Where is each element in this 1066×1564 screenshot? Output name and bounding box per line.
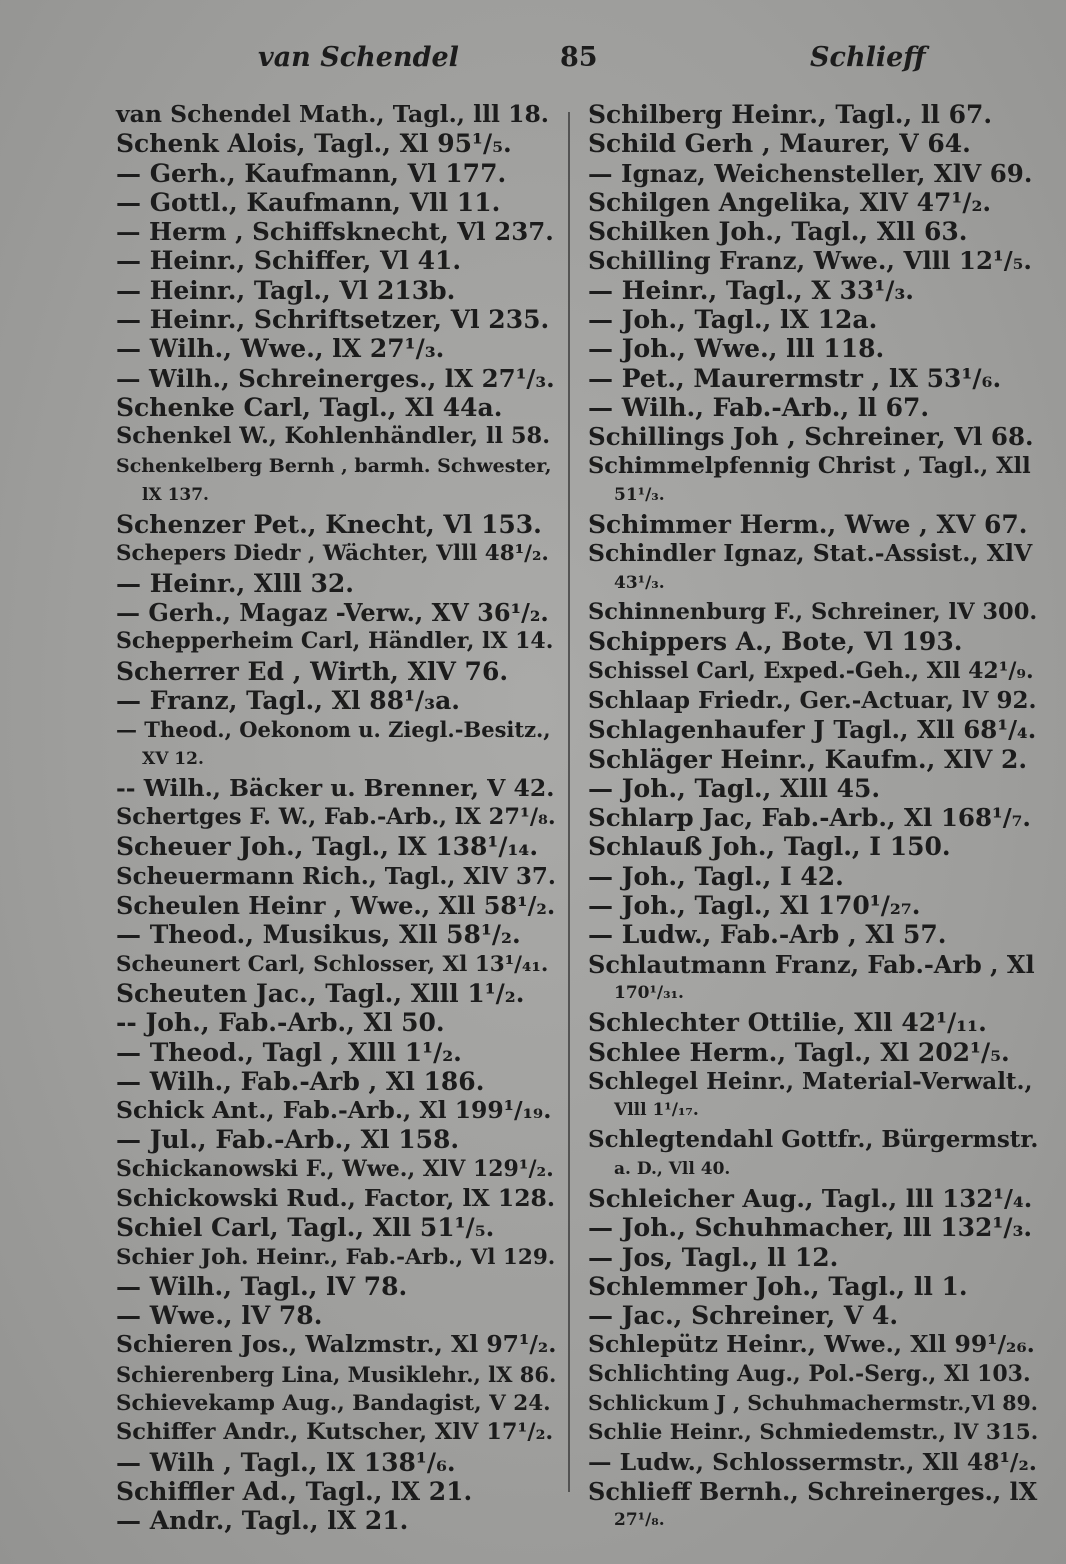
directory-entry: — Heinr., Xlll 32.	[116, 568, 354, 598]
directory-entry: — Herm , Schiffsknecht, Vl 237.	[116, 217, 554, 247]
directory-entry: — Heinr., Schiffer, Vl 41.	[116, 246, 462, 276]
directory-entry: — Wilh., Wwe., lX 27¹/₃.	[116, 334, 445, 364]
directory-entry: Schlepütz Heinr., Wwe., Xll 99¹/₂₆.	[588, 1330, 1035, 1359]
directory-entry: Schippers A., Bote, Vl 193.	[588, 627, 963, 657]
directory-entry: Schenk Alois, Tagl., Xl 95¹/₅.	[116, 129, 512, 159]
directory-entry: Schlautmann Franz, Fab.-Arb , Xl	[588, 949, 1035, 979]
left-column	[116, 100, 556, 1536]
directory-entry: Schindler Ignaz, Stat.-Assist., XlV	[588, 539, 1033, 568]
directory-entry: Schepperheim Carl, Händler, lX 14.	[116, 628, 554, 655]
column-divider	[568, 112, 570, 1492]
directory-entry: — Wilh., Schreinerges., lX 27¹/₃.	[116, 363, 555, 393]
directory-entry: — Jac., Schreiner, V 4.	[588, 1301, 899, 1331]
directory-entry: Schilken Joh., Tagl., Xll 63.	[588, 217, 968, 247]
directory-entry-continuation: lX 137.	[142, 484, 209, 505]
directory-entry: Schlickum J , Schuhmachermstr.,Vl 89.	[588, 1391, 1038, 1416]
directory-entry: Schillings Joh , Schreiner, Vl 68.	[588, 422, 1034, 452]
directory-entry-continuation: 51¹/₃.	[614, 484, 665, 505]
directory-entry: Schilgen Angelika, XlV 47¹/₂.	[588, 187, 992, 217]
directory-entry: Schievekamp Aug., Bandagist, V 24.	[116, 1391, 551, 1417]
directory-entry: Schilberg Heinr., Tagl., ll 67.	[588, 100, 993, 129]
directory-entry: Schilling Franz, Wwe., Vlll 12¹/₅.	[588, 246, 1032, 276]
directory-entry: -- Wilh., Bäcker u. Brenner, V 42.	[116, 773, 555, 802]
directory-entry: Scheunert Carl, Schlosser, Xl 13¹/₄₁.	[116, 951, 549, 977]
directory-entry: Scherrer Ed , Wirth, XlV 76.	[116, 656, 509, 686]
directory-entry: — Jul., Fab.-Arb., Xl 158.	[116, 1125, 460, 1155]
directory-entry: Schissel Carl, Exped.-Geh., Xll 42¹/₉.	[588, 657, 1034, 684]
directory-entry-continuation: 27¹/₈.	[614, 1510, 665, 1531]
directory-entry: Schiel Carl, Tagl., Xll 51¹/₅.	[116, 1213, 495, 1243]
directory-entry: Schlichting Aug., Pol.-Serg., Xl 103.	[588, 1360, 1031, 1387]
directory-entry: — Andr., Tagl., lX 21.	[116, 1506, 409, 1536]
page-number: 85	[560, 42, 598, 73]
directory-entry: Schild Gerh , Maurer, V 64.	[588, 129, 971, 159]
directory-entry: — Heinr., Tagl., Vl 213b.	[116, 275, 456, 305]
header-left-catchword: van Schendel	[258, 42, 459, 73]
directory-entry: — Theod., Tagl , Xlll 1¹/₂.	[116, 1037, 462, 1067]
directory-entry: Schiffer Andr., Kutscher, XlV 17¹/₂.	[116, 1419, 554, 1446]
directory-entry: Schenkelberg Bernh , barmh. Schwester,	[116, 454, 552, 477]
directory-entry: Schickowski Rud., Factor, lX 128.	[116, 1183, 556, 1212]
directory-entry-continuation: 170¹/₃₁.	[614, 982, 684, 1003]
directory-entry: Scheuer Joh., Tagl., lX 138¹/₁₄.	[116, 832, 539, 862]
directory-entry: — Ludw., Schlossermstr., Xll 48¹/₂.	[588, 1447, 1037, 1476]
directory-entry-continuation: a. D., Vll 40.	[614, 1158, 731, 1179]
directory-entry: — Joh., Wwe., lll 118.	[588, 334, 885, 364]
directory-entry: Schlaap Friedr., Ger.-Actuar, lV 92.	[588, 686, 1037, 714]
directory-entry: — Wilh., Fab.-Arb , Xl 186.	[116, 1066, 485, 1096]
directory-entry: Scheulen Heinr , Wwe., Xll 58¹/₂.	[116, 891, 556, 921]
directory-entry: — Joh., Tagl., Xl 170¹/₂₇.	[588, 891, 921, 921]
page-header	[0, 38, 1066, 78]
directory-entry: — Wilh., Fab.-Arb., ll 67.	[588, 392, 930, 422]
directory-entry: Schlauß Joh., Tagl., I 150.	[588, 832, 951, 862]
directory-entry: Schierenberg Lina, Musiklehr., lX 86.	[116, 1361, 557, 1387]
directory-entry: Schier Joh. Heinr., Fab.-Arb., Vl 129.	[116, 1244, 556, 1270]
directory-entry: Schick Ant., Fab.-Arb., Xl 199¹/₁₉.	[116, 1096, 552, 1125]
directory-entry: — Pet., Maurermstr , lX 53¹/₆.	[588, 363, 1002, 393]
directory-entry: Schlechter Ottilie, Xll 42¹/₁₁.	[588, 1008, 987, 1038]
directory-entry-continuation: XV 12.	[142, 748, 204, 769]
directory-entry: Schlemmer Joh., Tagl., ll 1.	[588, 1271, 968, 1301]
directory-entry: Schlagenhaufer J Tagl., Xll 68¹/₄.	[588, 715, 1037, 745]
directory-entry: — Franz, Tagl., Xl 88¹/₃a.	[116, 685, 460, 715]
directory-entry: Schenke Carl, Tagl., Xl 44a.	[116, 392, 503, 422]
directory-entry: Schickanowski F., Wwe., XlV 129¹/₂.	[116, 1155, 554, 1182]
directory-entry: Schenzer Pet., Knecht, Vl 153.	[116, 510, 542, 540]
right-column	[588, 100, 1038, 1536]
directory-entry: Schlegel Heinr., Material-Verwalt.,	[588, 1067, 1033, 1095]
directory-entry: — Joh., Tagl., lX 12a.	[588, 305, 878, 335]
directory-entry: — Wwe., lV 78.	[116, 1301, 323, 1331]
header-right-catchword: Schlieff	[810, 42, 926, 73]
directory-entry: — Heinr., Schriftsetzer, Vl 235.	[116, 305, 550, 335]
directory-entry: Schläger Heinr., Kaufm., XlV 2.	[588, 744, 1028, 774]
directory-entry: Schepers Diedr , Wächter, Vlll 48¹/₂.	[116, 541, 549, 567]
directory-entry: Schinnenburg F., Schreiner, lV 300.	[588, 599, 1038, 626]
directory-entry: — Jos, Tagl., ll 12.	[588, 1242, 839, 1272]
directory-entry: van Schendel Math., Tagl., lll 18.	[116, 100, 549, 128]
directory-entry: Schimmelpfennig Christ , Tagl., Xll	[588, 452, 1031, 479]
directory-entry: — Joh., Tagl., Xlll 45.	[588, 773, 881, 803]
directory-entry: — Ignaz, Weichensteller, XlV 69.	[588, 158, 1033, 188]
directory-entry: Schlieff Bernh., Schreinerges., lX	[588, 1476, 1038, 1506]
directory-entry: Scheuermann Rich., Tagl., XlV 37.	[116, 862, 556, 890]
directory-entry: Schlee Herm., Tagl., Xl 202¹/₅.	[588, 1037, 1010, 1067]
directory-entry: — Gerh., Kaufmann, Vl 177.	[116, 158, 507, 188]
directory-entry: Schlarp Jac, Fab.-Arb., Xl 168¹/₇.	[588, 803, 1031, 833]
directory-entry-continuation: 43¹/₃.	[614, 572, 665, 593]
directory-entry: — Joh., Tagl., I 42.	[588, 861, 844, 891]
directory-entry: — Gerh., Magaz -Verw., XV 36¹/₂.	[116, 598, 549, 628]
directory-entry: Schertges F. W., Fab.-Arb., lX 27¹/₈.	[116, 804, 556, 831]
directory-entry: Schimmer Herm., Wwe , XV 67.	[588, 510, 1028, 540]
directory-entry: — Ludw., Fab.-Arb , Xl 57.	[588, 920, 947, 950]
directory-entry: Schlegtendahl Gottfr., Bürgermstr.	[588, 1126, 1039, 1154]
directory-entry: — Heinr., Tagl., X 33¹/₃.	[588, 275, 915, 305]
directory-entry: Scheuten Jac., Tagl., Xlll 1¹/₂.	[116, 978, 525, 1008]
directory-entry: Schieren Jos., Walzmstr., Xl 97¹/₂.	[116, 1330, 557, 1359]
directory-entry: — Wilh., Tagl., lV 78.	[116, 1271, 408, 1301]
directory-entry: — Joh., Schuhmacher, lll 132¹/₃.	[588, 1213, 1033, 1243]
directory-entry: — Theod., Musikus, Xll 58¹/₂.	[116, 920, 521, 950]
directory-entry-continuation: Vlll 1¹/₁₇.	[614, 1100, 699, 1121]
directory-entry: Schiffler Ad., Tagl., lX 21.	[116, 1476, 473, 1506]
directory-entry: — Gottl., Kaufmann, Vll 11.	[116, 187, 501, 217]
directory-entry: Schleicher Aug., Tagl., lll 132¹/₄.	[588, 1183, 1033, 1213]
directory-entry: Schlie Heinr., Schmiedemstr., lV 315.	[588, 1420, 1039, 1446]
directory-entry: -- Joh., Fab.-Arb., Xl 50.	[116, 1008, 445, 1038]
directory-entry: — Wilh , Tagl., lX 138¹/₆.	[116, 1447, 456, 1477]
directory-entry: Schenkel W., Kohlenhändler, ll 58.	[116, 423, 551, 450]
directory-entry: — Theod., Oekonom u. Ziegl.-Besitz.,	[116, 717, 551, 743]
